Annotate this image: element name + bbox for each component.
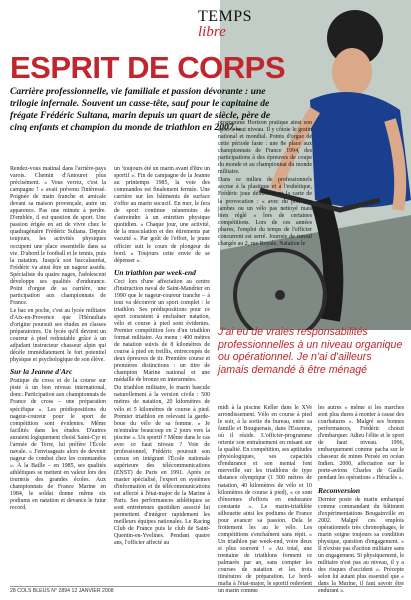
paragraph: Pratique du cross et de la course sur piste à un bon niveau international, donc. Participation aux championnats de France de cross – une préparation spécifique ». Les prédispositions du nageur-coureur pour le sport de compétition sont évidentes. Même facilités dans les études. D'autres auraient logiquement choisi Saint-Cyr et l'armée de Terre, lui préfère l'École navale. « J'envisageais alors de devenir nageur de combat chez les commandos ». À la Baille – en 1985, ses qualités athlétiques se mettent en valeur lors des tournois des grandes écoles. Aux championnats de France Marine en 1984, le soldat donne même six podiums en natation et devance le futur record. — [10, 378, 106, 512]
article-headline: ESPRIT DE CORPS — [10, 50, 285, 85]
paragraph: Rendez-vous matinal dans l'arrière-pays varois. Chemin d'Antouret plus précisément. « Vous verrez, c'est la campagne ! » avait prévenu l'intéressé. Poignée de main franche et amicale devant sa maison provençale, autre un apparence. Pas une minute à perdre. D'emblée, il est question de sport. Une passion érigée en art de vivre chez le quadragénaire Frédéric Sultana. Depuis toujours, les activités physiques occupent une place essentielle dans sa vie. D'abord le football et le tennis, puis la natation. Jusqu'à son baccalauréat, Frédéric va ainsi être un nageur assidu. Spécialiste du quatre nages, l'adolescent développe ses qualités d'endurance. Point d'orgue de sa carrière, une participation aux championnats de France. — [10, 166, 106, 306]
paragraph: midi à la piscine Keller dans le XVe arrondissement. Vélo en course à pied le soir, à la sortie du bureau, entre sa famille et Bouguenais, dans l'Essonne, où il réside. L'officier-programme oriente son entraînement en misant sur la qualité. En compétition, ses aptitudes physiologiques, ses capacités d'endurance et son mental font merveille sur les triathlons de type distance olympique (1 500 mètres de natation, 40 kilomètres de vélo et 10 kilomètres de course à pied), « ce sont d'énormes d'efforts en endurance constante ». Le marin-triathlète silhouette ainsi les podiums de France pour avancer sa passion. Dela le frottement les au le vélo. Les compétitions s'enchaînent sans répit. « Un triathlon par week-end, voire deux si plus souvent ! » Au total, une trentaine de triathlons forment ce palmarès par an, sans compter les courses de natation et les trois itinéraires de préparation. Le bord-mafia à l'état-major, le sportif redevient un marin comme — [218, 405, 312, 595]
section-rubric — [198, 8, 272, 41]
paragraph: Dans ce milieu de professionnels accrue à la plastique et à l'esthétique, Frédéric joue délibérément la carte de la provocation : « avec du poil aux jambes ou un vélo pas nettoyé mais bien réglé » lors de certaines compétitions. Lors de ces années phares, l'emploi du temps de l'officier concurrent est serré. Journée de travail chargée au 2, rue Royale, Natation le — [218, 177, 312, 247]
paragraph: un ‘toujours été un marin avant d'être un sportif ». Fin de campagne de la Jeanne au printemps 1985, la voie des commandos est finalement fermée. Une carrière sur les bâtiments de surface s'offre au marin sucucif. En mer, le fera de sport continue néanmoins de s'astreindre à un entretien physique quotidien. « Chaque jour, une activité, de la musculation et des étirements par vacuité ». Par goût de l'effort, le jeune officier suit le cours de plongeur de bord. « Toujours cette envie de se dépenser ». — [114, 166, 210, 264]
paragraph: Ceci lors d'une affectation au centre d'instruction naval de Saint-Mandrier en 1990 que le nageur-coureur tranche – à tout va découvrir un sport complet : le triathlon. Ses prédispositions pour ce sport consistent à enchaîner natation, vélo et course à pied sont évidentes. Premier compétition lors d'un triathlon format militaire. Au menu : 400 mètres de natation suivis de 8 kilomètres de course à pied en treillis, entrecoupés de deux épreuves de tir. Première course et premières distinctions : un titre de champion Marine national et une médaille de bronze en interarmées. — [114, 278, 210, 384]
column-3 — [218, 120, 312, 249]
subheading: Un triathlon par week-end — [114, 267, 196, 277]
rubric-section: TEMPS — [198, 8, 253, 25]
article-lead: Carrière professionnelle, vie familiale et passion dévorante : une trilogie infernale. Souvent un casse-tête, sauf pour le capitaine de frégate Frédéric Sultana, marin depuis un quart de siècle, père de cinq enfants et champion du monde de triathlon en 2007... — [10, 86, 271, 133]
footer-rule — [10, 586, 402, 587]
column-5 — [318, 405, 404, 596]
subheading: Reconversion — [318, 485, 361, 495]
paragraph: programme Horizon pratique ainsi son sport à haut niveau. Il y côtoie le gratin national et mondial. Points d'orgue de cette période faste : une 8e place aux championnats de France 1994, des participations à des épreuves de coupe du monde et au championnat du monde militaire. — [218, 120, 312, 176]
page-footer: 28 COLS BLEUS N° 2894 12 JANVIER 2008 — [10, 588, 114, 594]
column-4 — [218, 405, 312, 596]
column-1 — [10, 166, 106, 513]
paragraph: Le bac en poche, c'est au lycée militaire d'Aix-en-Provence que l'Héraultais d'origine poursuit ses études en classes préparatoires. Un lycée qu'il devient un coureur à pied redoutable grâce à un adjudant instructeur chasseur alpin qui décèle immédiatement le fort potentiel physique et psychologique de son élève. — [10, 307, 106, 364]
pull-quote: J'ai eu de vraies responsabilités professionnelles à un niveau organique ou opérationnel. Je n'ai d'ailleurs jamais demandé à être ménagé — [218, 326, 403, 376]
column-2 — [114, 166, 210, 548]
subheading: Sur la Jeanne d'Arc — [10, 367, 73, 377]
paragraph: les autres » même si les marches sont plus dures à monter à cause des courbatures ». Malgré ses bonnes performances, Frédéric choisit d'embarquer. Adieu l'élite et le sport de haut niveau. 1996, embarquement comme pacha sur le chasseur de mines Persée en océan Indien. 2000, affectation sur le porte-avions Charles de Gaulle pendant les opérations « Héraclès ». — [318, 405, 404, 482]
paragraph: Dernier poste de marin embarqué comme commandant du bâtiment d'expérimentations Bougainville en 2002. Malgré ces emplois opérationnels très chronophages, le marin soigne toujours sa condition physique, question d'engagement. « Il n'existe pas d'action militaire sans un engagement. Si physiquement, le militaire n'est pas au niveau, il y a des risques d'accident ». Précepte selon lui autant plus essentiel que « dans la Marine, il faut savoir être endurant ». — [318, 496, 404, 595]
rubric-subsection: libre — [198, 24, 226, 40]
paragraph: Du triathlon militaire, le marin bascule naturellement à la version civile : 500 mètres de natation, 20 kilomètres de vélo et 5 kilomètres de course à pied. Premier triathlon en relevant la garde-boue du vélo de sa femme. « Je m'entraîne beaucoup en 2 jours vers la piscine ». Un sportif ? Même dans le cas avec ce haut niveau ? Voie de professionnel, Frédéric poursuit son cursus en intégrant l'École nationale supérieure des télécommunications (ENST) de Paris en 1991. Après ce master spécialisé, l'expert en systèmes d'information et de télécommunications est affecté à l'état-major de la Marine à Paris. Ses performances athlétiques se sont entretenues quotidien associé lui permettent d'intégrer rapidement les meilleurs équipes nationales. Le Racing Club de France puis le club de Saint-Quentin-en-Yvelines. Pendant quatre ans, l'officier affecté au — [114, 385, 210, 547]
